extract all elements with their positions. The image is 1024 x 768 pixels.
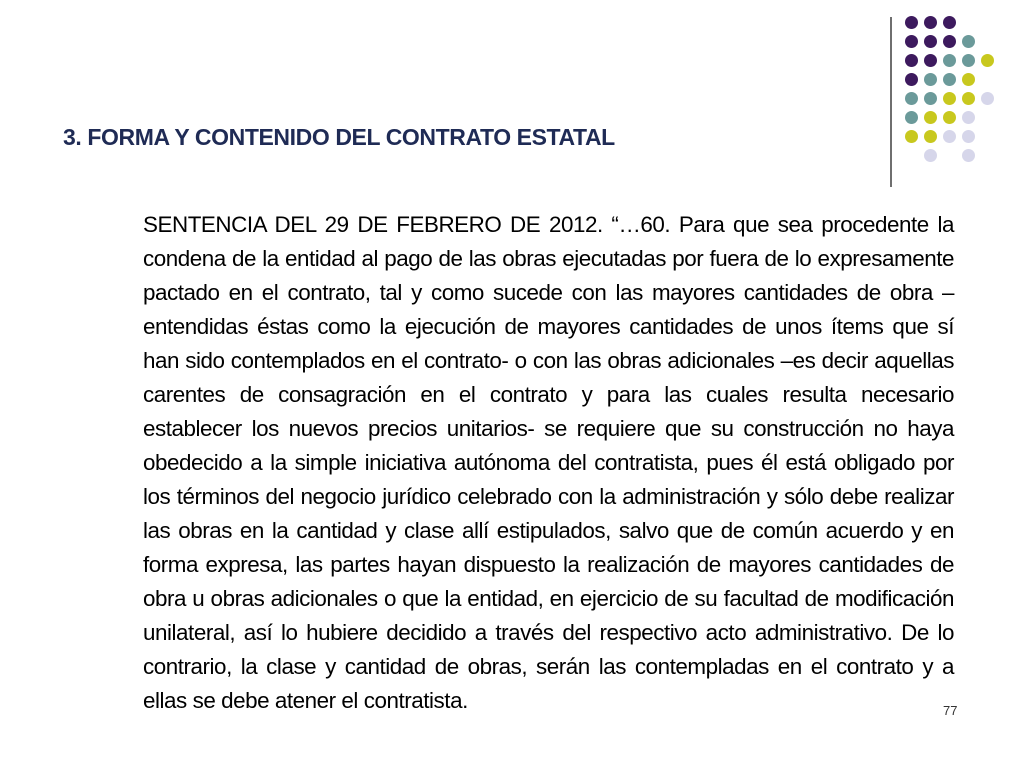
- decorative-dot-grid: [905, 16, 1015, 166]
- decorative-dot: [924, 16, 937, 29]
- decorative-dot: [905, 92, 918, 105]
- decorative-dot: [924, 35, 937, 48]
- decorative-dot: [905, 130, 918, 143]
- decorative-dot: [905, 73, 918, 86]
- decorative-dot: [924, 111, 937, 124]
- decorative-dot: [962, 149, 975, 162]
- decorative-dot: [924, 73, 937, 86]
- page-number: 77: [943, 703, 958, 718]
- decorative-dot: [962, 111, 975, 124]
- decorative-dot: [962, 54, 975, 67]
- slide-body-text: SENTENCIA DEL 29 DE FEBRERO DE 2012. “…60. Para que sea procedente la condena de la entidad al pago de las obras ejecutadas por fuera de lo expresamente pactado en el contrato, tal y como sucede con las mayores cantidades de obra –entendidas éstas como la ejecución de mayores cantidades de unos ítems que sí han sido contemplados en el contrato- o con las obras adicionales –es decir aquellas carentes de consagración en el contrato y para las cuales resulta necesario establecer los nuevos precios unitarios- se requiere que su construcción no haya obedecido a la simple iniciativa autónoma del contratista, pues él está obligado por los términos del negocio jurídico celebrado con la administración y sólo debe realizar las obras en la cantidad y clase allí estipulados, salvo que de común acuerdo y en forma expresa, las partes hayan dispuesto la realización de mayores cantidades de obra u obras adicionales o que la entidad, en ejercicio de su facultad de modificación unilateral, así lo hubiere decidido a través del respectivo acto administrativo. De lo contrario, la clase y cantidad de obras, serán las contempladas en el contrato y a ellas se debe atener el contratista.: [143, 212, 954, 713]
- decorative-dot: [905, 16, 918, 29]
- decorative-dot: [924, 149, 937, 162]
- decorative-dot: [905, 54, 918, 67]
- decorative-dot: [943, 130, 956, 143]
- decorative-dot: [981, 54, 994, 67]
- decorative-dot: [943, 111, 956, 124]
- decorative-dot: [962, 130, 975, 143]
- slide-title: 3. FORMA Y CONTENIDO DEL CONTRATO ESTATAL: [63, 124, 615, 150]
- decorative-dot: [962, 92, 975, 105]
- decorative-dot: [924, 54, 937, 67]
- decorative-dot: [943, 35, 956, 48]
- decorative-dot: [905, 111, 918, 124]
- decorative-dot: [943, 16, 956, 29]
- decorative-dot: [905, 35, 918, 48]
- decorative-dot: [924, 92, 937, 105]
- decorative-dot: [943, 73, 956, 86]
- decorative-dot: [962, 73, 975, 86]
- decorative-dot: [924, 130, 937, 143]
- decorative-dot: [943, 54, 956, 67]
- decorative-dot: [981, 92, 994, 105]
- vertical-divider-line: [890, 17, 892, 187]
- decorative-dot: [962, 35, 975, 48]
- decorative-dot: [943, 92, 956, 105]
